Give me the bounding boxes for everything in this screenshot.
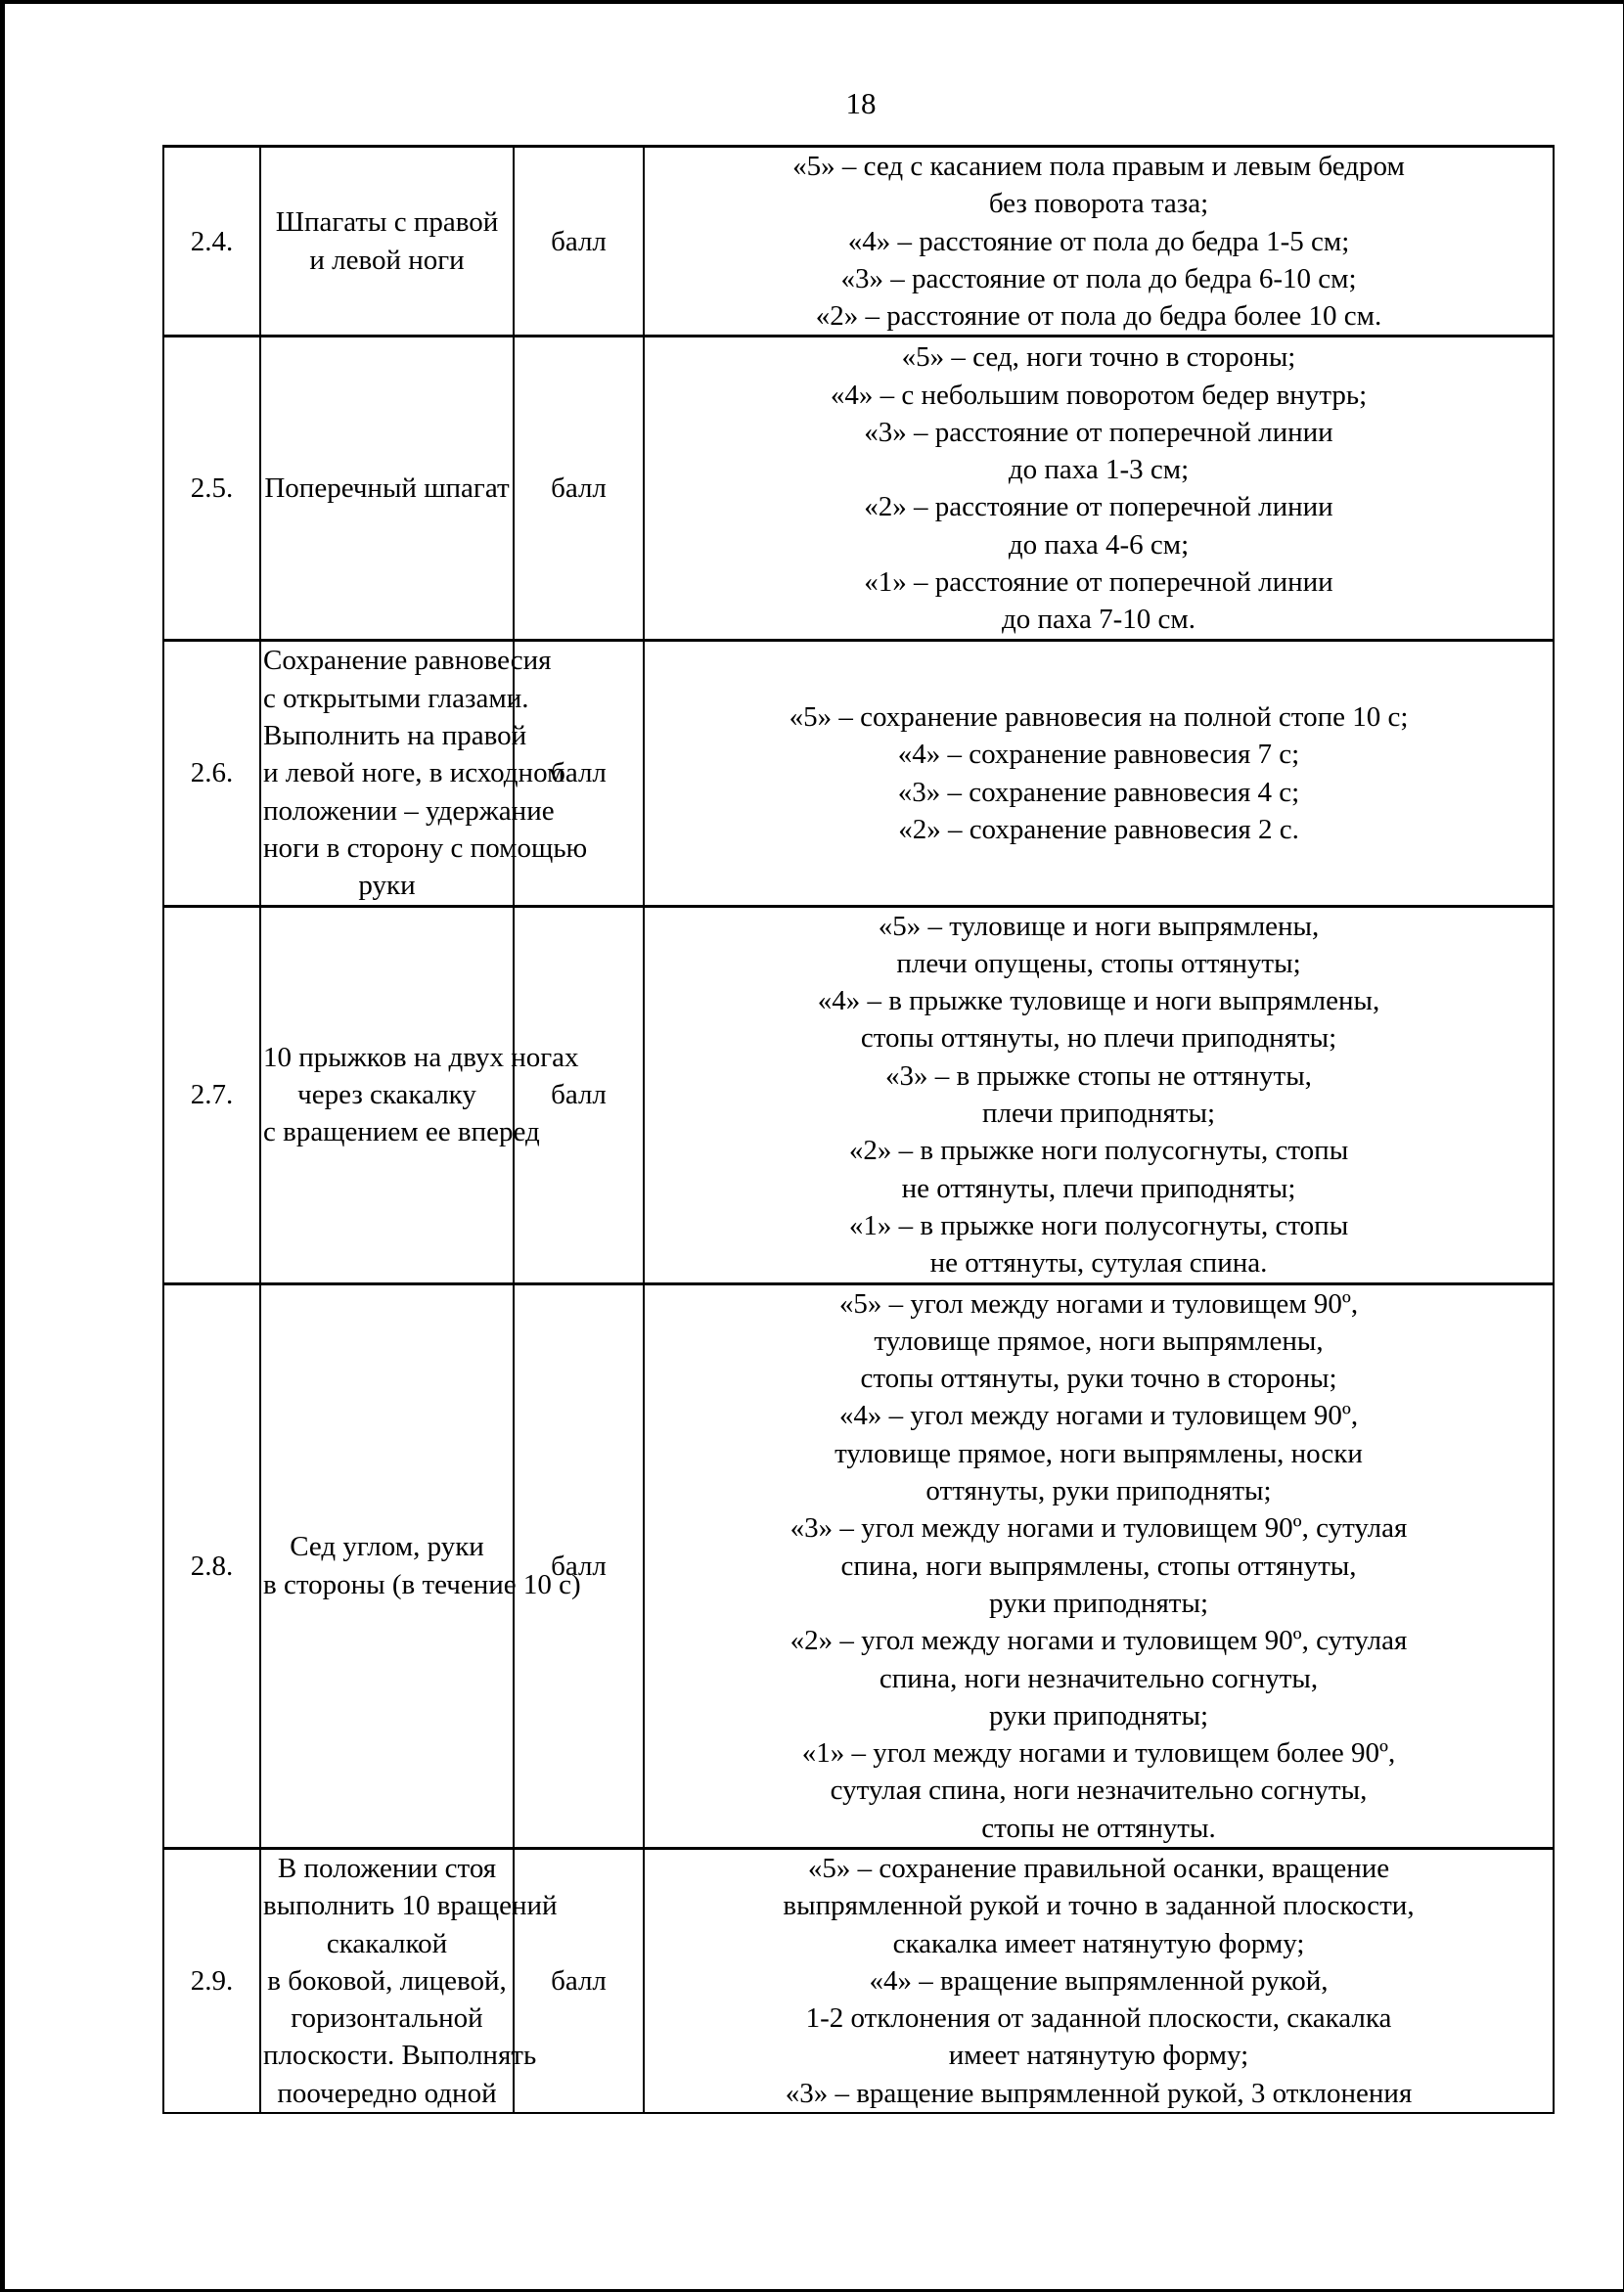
text-line: плечи опущены, стопы оттянуты; (896, 947, 1301, 979)
criteria (644, 641, 1554, 906)
text-line: Сохранение равновесия (263, 645, 552, 677)
text-line: Сед углом, руки (290, 1531, 484, 1563)
text-line: «1» – в прыжке ноги полусогнуты, стопы (848, 1209, 1349, 1241)
text-line: «3» – расстояние от пола до бедра 6-10 см; (840, 262, 1357, 294)
text-line: до паха 1-3 см; (1008, 454, 1190, 486)
unit: балл (514, 147, 644, 337)
text-line: «3» – в прыжке стопы не оттянуты, (885, 1059, 1312, 1092)
item-number: 2.7. (163, 906, 260, 1283)
text-line: В положении стоя (277, 1852, 497, 1884)
text-line: горизонтальной (291, 2002, 483, 2035)
table-body (163, 147, 1554, 2114)
unit: балл (514, 906, 644, 1283)
unit: балл (514, 1283, 644, 1848)
text-line: 1-2 отклонения от заданной плоскости, скакалка (805, 2002, 1392, 2035)
text-line: не оттянуты, плечи приподняты; (901, 1172, 1296, 1204)
criteria (644, 147, 1554, 337)
text-line: «2» – угол между ногами и туловищем 90º, сутулая (789, 1625, 1408, 1657)
exercise-name (260, 147, 514, 337)
text-line: руки приподняты; (988, 1699, 1209, 1731)
text-line: до паха 7-10 см. (1001, 604, 1195, 636)
text-line: в стороны (в течение 10 с) (263, 1568, 581, 1600)
text-line: Шпагаты с правой (275, 206, 499, 239)
text-line: «3» – расстояние от поперечной линии (864, 416, 1333, 448)
text-line: плечи приподняты; (981, 1098, 1216, 1130)
text-line: «4» – вращение выпрямленной рукой, (869, 1964, 1329, 1997)
text-line: «1» – расстояние от поперечной линии (864, 566, 1333, 599)
text-line: до паха 4-6 см; (1008, 528, 1190, 561)
text-line: «2» – расстояние от поперечной линии (864, 491, 1333, 523)
page-number: 18 (845, 86, 877, 120)
text-line: имеет натянутую форму; (948, 2040, 1249, 2072)
table-row (163, 1848, 1554, 2113)
criteria (644, 1283, 1554, 1848)
text-line: с открытыми глазами. (263, 682, 529, 714)
text-line: «5» – угол между ногами и туловищем 90º, (838, 1287, 1359, 1320)
table-row (163, 1283, 1554, 1848)
text-line: скакалкой (326, 1927, 448, 1959)
unit: балл (514, 337, 644, 641)
text-line: выполнить 10 вращений (263, 1890, 558, 1922)
text-line: «4» – в прыжке туловище и ноги выпрямлены, (817, 985, 1380, 1017)
table-row (163, 147, 1554, 337)
text-line: туловище прямое, ноги выпрямлены, носки (835, 1437, 1363, 1469)
text-line: «3» – сохранение равновесия 4 с; (897, 776, 1300, 808)
text-line: «4» – расстояние от пола до бедра 1-5 см; (847, 225, 1350, 257)
text-line: туловище прямое, ноги выпрямлены, (874, 1325, 1324, 1357)
item-number: 2.5. (163, 337, 260, 641)
text-line: стопы не оттянуты. (981, 1812, 1216, 1844)
text-line: «5» – туловище и ноги выпрямлены, (878, 910, 1320, 942)
unit: балл (514, 641, 644, 906)
table-row (163, 337, 1554, 641)
item-number: 2.6. (163, 641, 260, 906)
item-number: 2.4. (163, 147, 260, 337)
exercise-name (260, 337, 514, 641)
text-line: «4» – сохранение равновесия 7 с; (897, 739, 1300, 771)
text-line: «2» – сохранение равновесия 2 с. (898, 813, 1299, 845)
text-line: и левой ноге, в исходном (263, 757, 565, 789)
text-line: не оттянуты, сутулая спина. (929, 1247, 1268, 1280)
text-line: без поворота таза; (988, 188, 1209, 220)
text-line: «1» – угол между ногами и туловищем более 90º, (801, 1737, 1396, 1770)
item-number: 2.8. (163, 1283, 260, 1848)
table-row (163, 906, 1554, 1283)
text-line: «5» – сед, ноги точно в стороны; (901, 341, 1296, 374)
text-line: «4» – угол между ногами и туловищем 90º, (838, 1400, 1359, 1432)
text-line: и левой ноги (309, 244, 465, 276)
exercise-name (260, 1848, 558, 2113)
text-line: с вращением ее вперед (263, 1116, 540, 1148)
text-line: стопы оттянуты, руки точно в стороны; (860, 1363, 1337, 1395)
text-line: стопы оттянуты, но плечи приподняты; (860, 1022, 1337, 1055)
text-line: спина, ноги выпрямлены, стопы оттянуты, (840, 1550, 1357, 1582)
text-line: спина, ноги незначительно согнуты, (879, 1662, 1319, 1694)
text-line: плоскости. Выполнять (263, 2040, 537, 2072)
table-row (163, 641, 1554, 906)
text-line: через скакалку (297, 1078, 476, 1110)
text-line: «2» – расстояние от пола до бедра более 10 см. (815, 300, 1382, 333)
text-line: «4» – с небольшим поворотом бедер внутрь; (830, 379, 1368, 411)
text-line: руки приподняты; (988, 1587, 1209, 1619)
text-line: «2» – в прыжке ноги полусогнуты, стопы (848, 1135, 1349, 1167)
text-line: «3» – вращение выпрямленной рукой, 3 отклонения (785, 2077, 1413, 2109)
text-line: поочередно одной (277, 2077, 497, 2109)
text-line: положении – удержание (263, 794, 555, 827)
text-line: Выполнить на правой (263, 720, 527, 752)
text-line: выпрямленной рукой и точно в заданной плоскости, (783, 1890, 1415, 1922)
text-line: Поперечный шпагат (264, 472, 510, 505)
text-line: скакалка имеет натянутую форму; (892, 1927, 1305, 1959)
criteria (644, 1848, 1554, 2113)
text-line: ноги в сторону с помощью (263, 831, 588, 864)
item-number: 2.9. (163, 1848, 260, 2113)
text-line: «5» – сед с касанием пола правым и левым бедром (792, 151, 1405, 182)
assessment-table (162, 145, 1555, 2114)
text-line: «5» – сохранение правильной осанки, вращение (807, 1852, 1390, 1884)
text-line: оттянуты, руки приподняты; (925, 1475, 1272, 1507)
text-line: сутулая спина, ноги незначительно согнуты, (830, 1775, 1368, 1807)
text-line: «3» – угол между ногами и туловищем 90º, сутулая (789, 1512, 1408, 1545)
criteria (644, 906, 1554, 1283)
text-line: «5» – сохранение равновесия на полной стопе 10 с; (789, 700, 1409, 733)
unit: балл (514, 1848, 644, 2113)
criteria (644, 337, 1554, 641)
text-line: 10 прыжков на двух ногах (263, 1041, 579, 1073)
text-line: руки (358, 870, 416, 902)
text-line: в боковой, лицевой, (267, 1964, 507, 1997)
